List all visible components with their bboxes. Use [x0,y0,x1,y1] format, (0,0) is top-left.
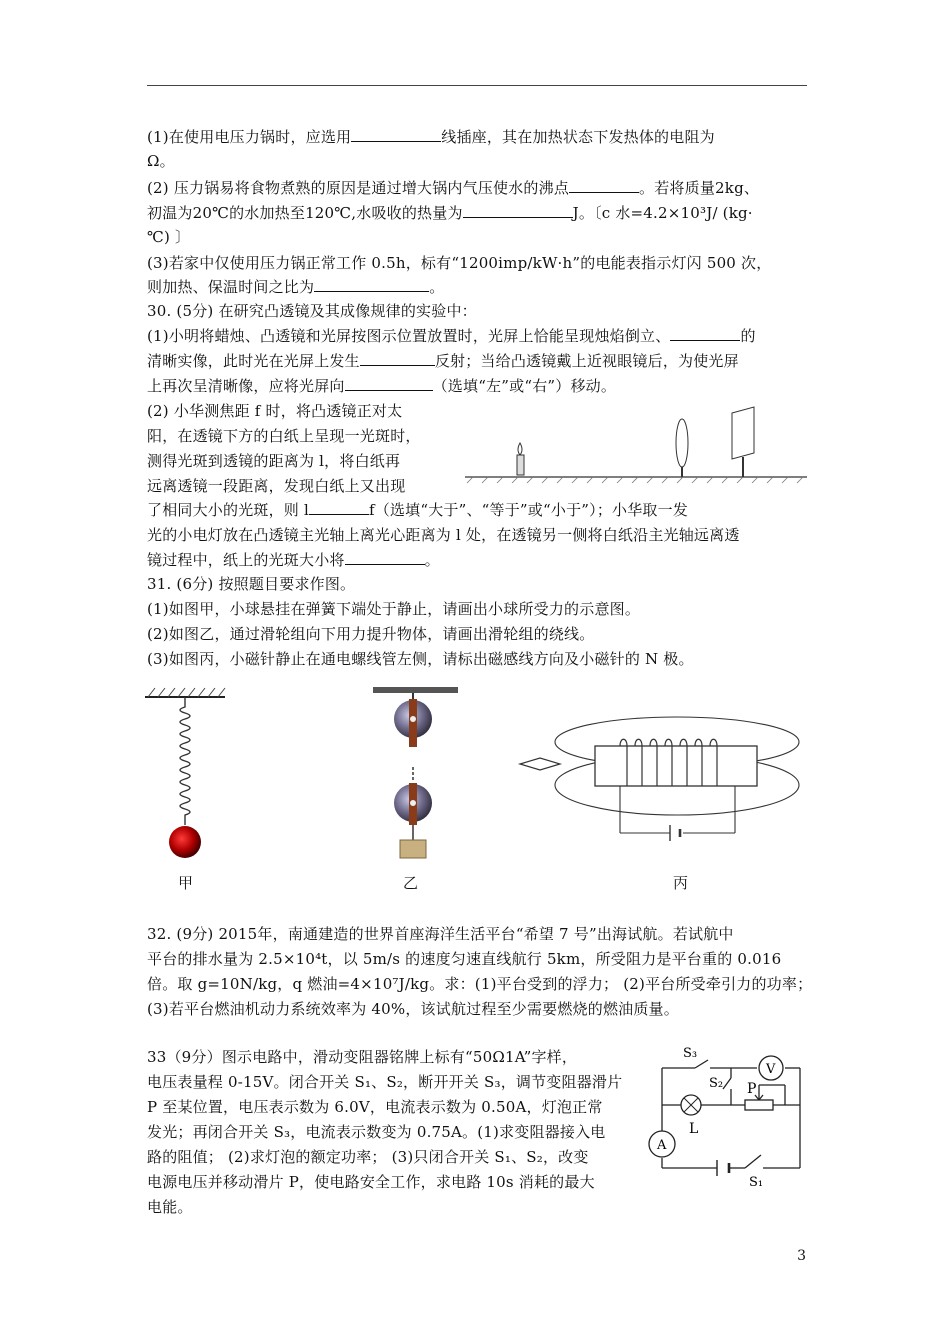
q29-line5: ℃) 〕 [147,228,191,246]
label-p: P [747,1081,757,1097]
q30-line6: 测得光斑到透镜的距离为 l，将白纸再 [147,452,401,470]
answer-blank [345,377,433,391]
label-s3: S₃ [683,1046,698,1061]
q30-text: 镜过程中，纸上的光斑大小将 [147,551,345,569]
q30-line4: (2) 小华测焦距 f 时，将凸透镜正对太 [147,402,403,420]
caption-bing: 丙 [673,874,689,892]
fixed-pulley-icon [394,699,432,747]
q31-line1: (1)如图甲，小球悬挂在弹簧下端处于静止，请画出小球所受力的示意图。 [147,600,641,618]
q31-title: 31. (6分) 按照题目要求作图。 [147,575,356,593]
weight-block-icon [400,840,426,858]
q30-line10 [147,551,440,569]
q30-title: 30. (5分) 在研究凸透镜及其成像规律的实验中： [147,302,477,320]
q32-line4: (3)若平台燃油机动力系统效率为 40%，该试航过程至少需要燃烧的燃油质量。 [147,1000,679,1018]
q30-text: 。 [424,551,440,569]
q33-line2: 电压表量程 0-15V。闭合开关 S₁、S₂，断开开关 S₃，调节变阻器滑片 [147,1073,623,1091]
q29-text: J。〔c 水=4.2×10³J/ (kg· [572,204,753,222]
q30-text: f（选填“大于”、“等于”或“小于”）；小华取一发 [368,501,689,519]
q30-text: 的 [740,327,756,345]
q32-line3: 倍。取 g=10N/kg，q 燃油=4×10⁷J/kg。求：(1)平台受到的浮力； (2)平台所受牵引力的功率； [147,975,813,993]
q33-line1: 33（9分）图示电路中，滑动变阻器铭牌上标有“50Ω1A”字样， [147,1048,578,1066]
label-s2: S₂ [709,1076,724,1091]
q29-line3 [147,179,759,197]
header-rule [147,85,807,86]
q29-line1 [147,128,715,146]
q29-line6: (3)若家中仅使用压力锅正常工作 0.5h，标有“1200imp/kW·h”的电能表指示灯闪 500 次， [147,254,772,272]
q29-text: 初温为20℃的水加热至120℃,水吸收的热量为 [147,204,463,222]
q30-text: （选填“左”或“右”）移动。 [432,377,617,395]
q30-line2 [147,352,739,370]
q33-line5: 路的阻值； (2)求灯泡的额定功率； (3)只闭合开关 S₁、S₂，改变 [147,1148,589,1166]
convex-lens-icon [676,419,688,477]
answer-blank [360,352,435,366]
q30-line1 [147,327,756,345]
solenoid-figure [515,715,805,845]
answer-blank [351,128,441,142]
q32-line2: 平台的排水量为 2.5×10⁴t，以 5m/s 的速度匀速直线航行 5km，所受阻力是平台重的 0.016 [147,950,782,968]
answer-blank [314,278,429,292]
q33-line4: 发光；再闭合开关 S₃，电流表示数变为 0.75A。(1)求变阻器接入电 [147,1123,606,1141]
movable-pulley-icon [394,783,432,825]
caption-jia: 甲 [178,874,194,892]
q29-text: (2) 压力锅易将食物煮熟的原因是通过增大锅内气压使水的沸点 [147,179,570,197]
q30-line7: 远离透镜一段距离，发现白纸上又出现 [147,477,406,495]
q30-text: 了相同大小的光斑，则 l [147,501,309,519]
q30-text: 反射；当给凸透镜戴上近视眼镜后，为使光屏 [434,352,739,370]
q33-line6: 电源电压并移动滑片 P，使电路安全工作，求电路 10s 消耗的最大 [147,1173,595,1191]
answer-blank [670,327,740,341]
q29-line2: Ω。 [147,152,175,170]
q30-line5: 阳，在透镜下方的白纸上呈现一光斑时， [147,427,421,445]
q29-text: 线插座，其在加热状态下发热体的电阻为 [441,128,715,146]
spring-ball-figure [140,685,235,865]
pulley-figure [368,685,463,870]
label-s1: S₁ [749,1175,764,1190]
q30-line8 [147,501,688,519]
label-a: A [657,1138,667,1153]
page-number: 3 [797,1248,806,1264]
q29-text: 。若将质量2kg、 [639,179,760,197]
q30-text: 上再次呈清晰像，应将光屏向 [147,377,345,395]
answer-blank [345,551,425,565]
q30-text: (1)小明将蜡烛、凸透镜和光屏按图示位置放置时，光屏上恰能呈现烛焰倒立、 [147,327,671,345]
candle-icon [517,443,524,475]
q31-line3: (3)如图丙，小磁针静止在通电螺线管左侧，请标出磁感线方向及小磁针的 N 极。 [147,650,694,668]
answer-blank [309,501,369,515]
q29-text: 。 [429,278,445,296]
q32-line1: 32. (9分) 2015年，南通建造的世界首座海洋生活平台“希望 7 号”出海试航。若试航中 [147,925,734,943]
compass-needle-icon [520,758,560,770]
q29-line7 [147,278,444,296]
answer-blank [569,179,639,193]
q31-line2: (2)如图乙，通过滑轮组向下用力提升物体，请画出滑轮组的绕线。 [147,625,595,643]
label-l: L [689,1121,699,1137]
q29-text: 则加热、保温时间之比为 [147,278,315,296]
light-screen-icon [732,407,754,477]
q30-text: 清晰实像，此时光在光屏上发生 [147,352,360,370]
q33-line3: P 至某位置，电压表示数为 6.0V，电流表示数为 0.50A，灯泡正常 [147,1098,603,1116]
circuit-diagram [645,1043,810,1193]
answer-blank [463,204,573,218]
q30-line9: 光的小电灯放在凸透镜主光轴上离光心距离为 l 处，在透镜另一侧将白纸沿主光轴远离透 [147,526,740,544]
label-v: V [766,1062,776,1077]
rheostat-icon [745,1100,773,1110]
q33-line7: 电能。 [147,1198,193,1216]
q29-line4 [147,204,753,222]
q30-line3 [147,377,616,395]
lens-experiment-figure [462,405,812,485]
ball-icon [169,826,201,858]
caption-yi: 乙 [403,874,419,892]
q29-text: (1)在使用电压力锅时，应选用 [147,128,352,146]
